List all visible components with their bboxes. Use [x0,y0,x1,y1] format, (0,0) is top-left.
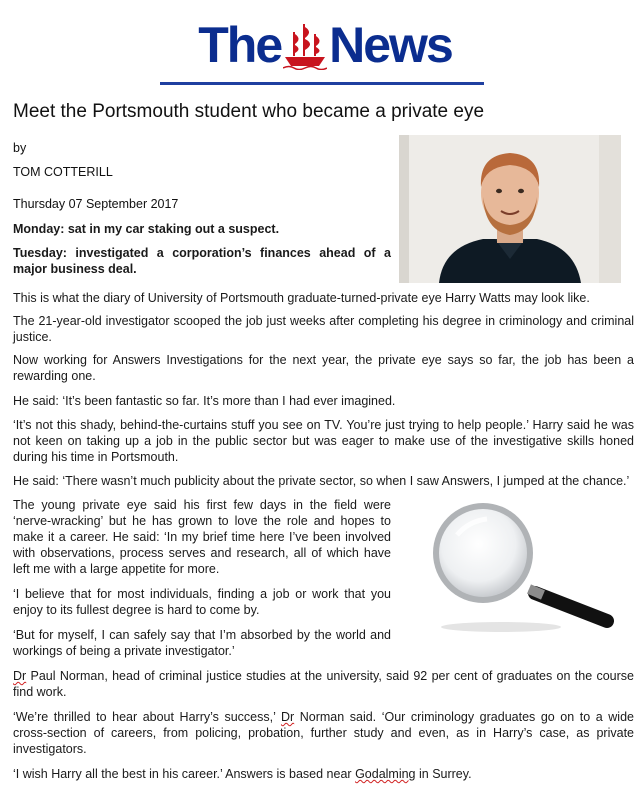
paragraph-8: ‘I believe that for most individuals, finding a job or work that you enjoy to its fullest degree is hard to come by. [13,587,391,617]
paragraph-12 [13,766,634,782]
paragraph-1: This is what the diary of University of Portsmouth graduate-turned-private eye Harry Watts may look like. [13,291,590,305]
paragraph-6: He said: ‘There wasn’t much publicity about the private sector, so when I saw Answers, I jumped at the chance.’ [13,474,630,488]
paragraph-11 [13,709,634,757]
magnifying-glass-icon [417,497,629,635]
spellcheck-word-dr: Dr [13,669,27,683]
masthead [160,10,490,80]
paragraph-11-text-c: Norman said. ‘Our criminology graduates go on to a wide cross-section of careers, from policing, probation, further study and even, as in Harry’s case, as private investigators. [13,710,634,756]
paragraph-3: Now working for Answers Investigations for the next year, the private eye says so far, the job has been a rewarding one. [13,353,634,383]
paragraph-12-text-c: in Surrey. [415,767,472,781]
paragraph-11-text-a: ‘We’re thrilled to hear about Harry’s success,’ [13,710,281,724]
masthead-word-news: News [329,17,452,73]
paragraph-9: ‘But for myself, I can safely say that I’m absorbed by the world and workings of being a private investigator.’ [13,628,391,658]
paragraph-5: ‘It’s not this shady, behind-the-curtains stuff you see on TV. You’re just trying to help people.’ Harry said he was not keen on taking up a job in the public sector but was eager to make use of the investigative skills honed during his time in Portsmouth. [13,418,634,464]
portrait-photo [399,135,621,283]
portrait-illustration [399,135,621,283]
paragraph-2: The 21-year-old investigator scooped the job just weeks after completing his degree in criminology and criminal justice. [13,314,634,344]
paragraph-7: The young private eye said his first few days in the field were ‘nerve-wracking’ but he has grown to love the role and hopes to make it a career. He said: ‘In my brief time here I’ve been involved with observations, process serves and research, all of which have left me with a large appetite for more. [13,498,391,576]
paragraph-4: He said: ‘It’s been fantastic so far. It’s more than I had ever imagined. [13,394,396,408]
ship-logo-icon [283,20,327,70]
masthead-rule [160,82,484,85]
spellcheck-word-dr-2: Dr [280,710,295,724]
byline-by: by [13,141,27,155]
lead-line-monday: Monday: sat in my car staking out a suspect. [13,222,280,236]
paragraph-12-text-a: ‘I wish Harry all the best in his career.’ Answers is based near [13,767,356,781]
spellcheck-word-godalming: Godalming [355,767,416,781]
paragraph-10-text: Paul Norman, head of criminal justice studies at the university, said 92 per cent of graduates on the course find work. [13,669,634,699]
byline-author: TOM COTTERILL [13,165,113,179]
lead-line-tuesday: Tuesday: investigated a corporation’s finances ahead of a major business deal. [13,246,391,276]
paragraph-10 [13,668,634,700]
masthead-word-the: The [198,17,282,73]
article-date: Thursday 07 September 2017 [13,197,179,211]
article-headline: Meet the Portsmouth student who became a private eye [13,101,485,122]
